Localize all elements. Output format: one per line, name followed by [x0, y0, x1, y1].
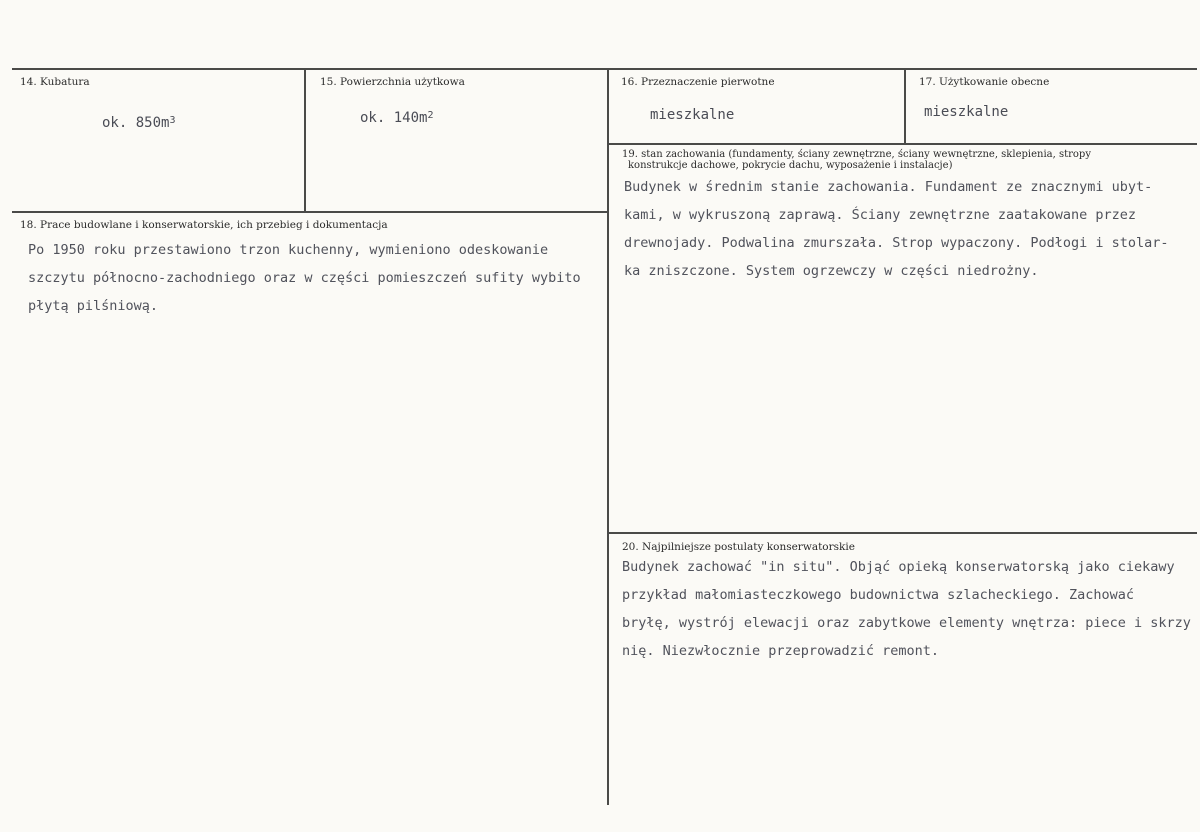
- center-divider: [607, 70, 609, 805]
- field-20-line: bryłę, wystrój elewacji oraz zabytkowe elementy wnętrza: piece i skrzy: [622, 615, 1191, 631]
- field-19-label-line2: konstrukcje dachowe, pokrycie dachu, wyposażenie i instalacje): [628, 160, 953, 171]
- top-border: [12, 68, 1197, 70]
- field-20-line: Budynek zachować "in situ". Objąć opieką konserwatorską jako ciekawy: [622, 559, 1175, 575]
- field-18-line: Po 1950 roku przestawiono trzon kuchenny, wymieniono odeskowanie: [28, 242, 549, 258]
- field-19-line: kami, w wykruszoną zaprawą. Ściany zewnętrzne zaatakowane przez: [624, 207, 1137, 223]
- field-18-text: [28, 236, 581, 320]
- field-20-label: 20. Najpilniejsze postulaty konserwatorskie: [622, 541, 855, 553]
- field-16-label: 16. Przeznaczenie pierwotne: [621, 76, 775, 88]
- field-15-value: [360, 110, 433, 126]
- field-19-line: Budynek w średnim stanie zachowania. Fundament ze znacznymi ubyt-: [624, 179, 1153, 195]
- field-15-label: 15. Powierzchnia użytkowa: [320, 76, 465, 88]
- field-17-label: 17. Użytkowanie obecne: [919, 76, 1050, 88]
- field-20-line: nię. Niezwłocznie przeprowadzić remont.: [622, 643, 939, 659]
- field-14-value: [102, 115, 175, 131]
- field-18-line: szczytu północno-zachodniego oraz w części pomieszczeń sufity wybito: [28, 270, 581, 286]
- field-20-line: przykład małomiasteczkowego budownictwa szlacheckiego. Zachować: [622, 587, 1135, 603]
- field-19-text: [624, 173, 1169, 285]
- field-15-value-text: ok. 140m: [360, 110, 428, 126]
- field-16-value: mieszkalne: [650, 107, 735, 123]
- field-14-unit-exponent: 3: [169, 115, 176, 126]
- field-19-label-line1: 19. stan zachowania (fundamenty, ściany zewnętrzne, ściany wewnętrzne, sklepienia, stropy: [622, 149, 1091, 160]
- field-20-text: [622, 553, 1198, 665]
- divider-row-14-18: [12, 211, 607, 213]
- field-18-label: 18. Prace budowlane i konserwatorskie, ich przebieg i dokumentacja: [20, 219, 388, 231]
- field-19-line: drewnojady. Podwalina zmurszała. Strop wypaczony. Podłogi i stolar-: [624, 235, 1169, 251]
- field-19-line: ka zniszczone. System ogrzewczy w części niedrożny.: [624, 263, 1039, 279]
- divider-14-15: [304, 70, 306, 212]
- field-18-line: płytą pilśniową.: [28, 298, 159, 314]
- divider-row-19-20: [609, 532, 1197, 534]
- field-15-unit-exponent: 2: [427, 110, 434, 121]
- field-17-value: mieszkalne: [924, 104, 1009, 120]
- divider-row-16-19: [609, 143, 1197, 145]
- divider-16-17: [904, 70, 906, 144]
- field-14-label: 14. Kubatura: [20, 76, 90, 88]
- field-14-value-text: ok. 850m: [102, 115, 170, 131]
